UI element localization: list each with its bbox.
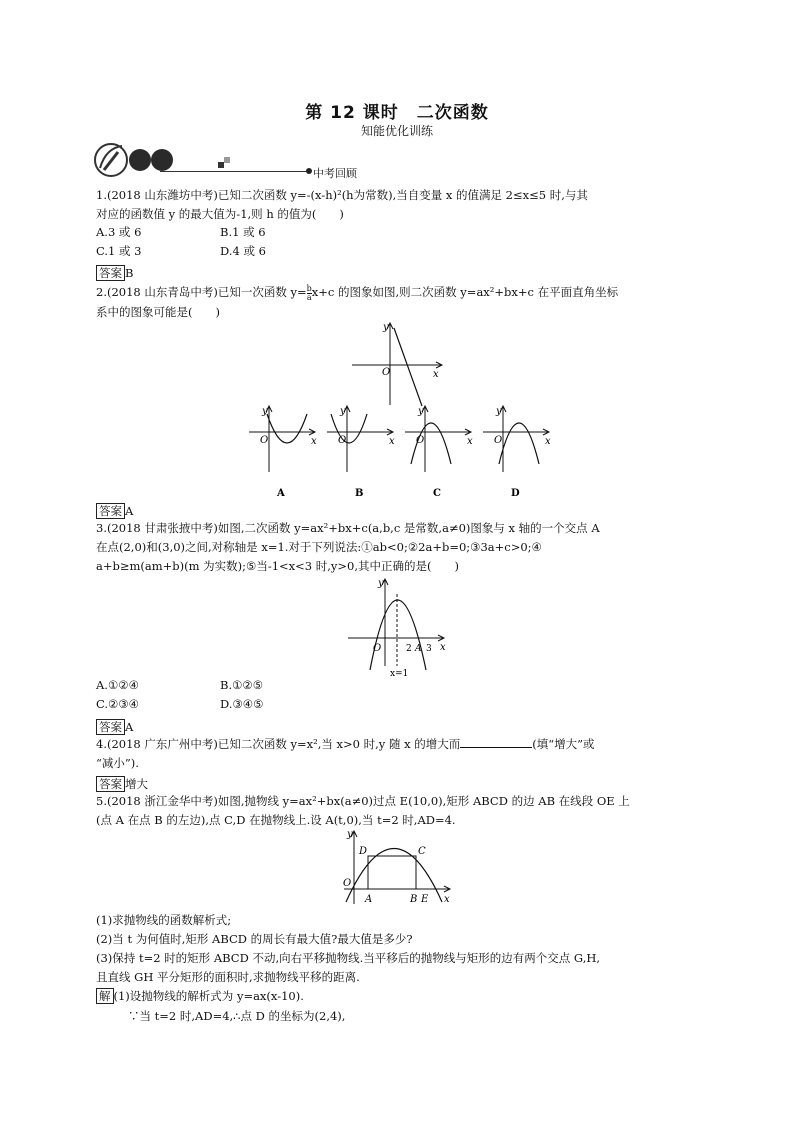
y-label: y [347, 829, 353, 840]
rectangle-abcd [368, 856, 416, 889]
q5-part3-line2: 且直线 GH 平分矩形的面积时,求抛物线平移的距离. [96, 970, 360, 984]
y-label: y [262, 406, 268, 417]
symmetry-axis-label: x=1 [390, 669, 409, 679]
q2-linear-graph [350, 320, 450, 410]
origin-label: O [382, 367, 391, 378]
answer-label: 答案 [96, 265, 125, 281]
parabola-b [331, 414, 367, 443]
linear-function-line [394, 328, 422, 406]
answer-label: 答案 [96, 776, 125, 792]
section-decoration-icon [92, 140, 242, 180]
x-label: x [433, 369, 439, 380]
solution-text: (1)设抛物线的解析式为 y=ax(x-10). [113, 989, 304, 1003]
origin-label: O [343, 878, 352, 889]
parabola [370, 600, 426, 670]
q5-solution-line2: ∵当 t=2 时,AD=4,∴点 D 的坐标为(2,4), [128, 1009, 346, 1023]
q1-stem-line1: 1.(2018 山东潍坊中考)已知二次函数 y=-(x-h)²(h为常数),当自变量 x 的值满足 2≤x≤5 时,与其 [96, 188, 588, 202]
section-bullet-icon [306, 168, 312, 174]
x-label: x [444, 894, 450, 905]
q1-option-d: D.4 或 6 [220, 244, 266, 258]
answer-value: A [125, 504, 134, 518]
y-label: y [378, 578, 384, 589]
section-title: 中考回顾 [313, 167, 357, 180]
choice-a-graph [249, 406, 317, 499]
answer-value: B [125, 266, 134, 280]
q4-answer [96, 773, 148, 792]
point-a-label: A [365, 894, 373, 905]
q5-part1: (1)求抛物线的函数解析式; [96, 913, 232, 927]
fill-in-blank [460, 736, 532, 748]
fraction-denominator: a [306, 292, 312, 302]
q5-solution-line1 [96, 988, 304, 1004]
choice-b-graph [327, 406, 395, 499]
point-c-label: C [418, 846, 426, 857]
choice-d-label: D [511, 488, 520, 499]
q3-stem-line2: 在点(2,0)和(3,0)之间,对称轴是 x=1.对于下列说法:①ab<0;②2a+b=0;③3a+c>0;④ [96, 540, 542, 554]
choice-c-graph [405, 406, 473, 499]
tick-3-label: 3 [426, 644, 432, 654]
q3-stem-line1: 3.(2018 甘肃张掖中考)如图,二次函数 y=ax²+bx+c(a,b,c 是常数,a≠0)图象与 x 轴的一个交点 A [96, 521, 600, 535]
point-d-label: D [359, 846, 368, 857]
q2-choice-graphs [245, 402, 555, 502]
tick-2-label: 2 [406, 644, 412, 654]
page-subtitle: 知能优化训练 [360, 124, 433, 138]
q4-stem-line1 [96, 735, 706, 754]
q4-stem-part1: 4.(2018 广东广州中考)已知二次函数 y=x²,当 x>0 时,y 随 x 的增大而 [96, 737, 461, 751]
answer-value: 增大 [125, 777, 148, 791]
q3-option-d: D.③④⑤ [220, 697, 264, 711]
q4-stem-part2: (填“增大”或 [532, 737, 595, 751]
q3-option-b: B.①②⑤ [220, 678, 264, 692]
x-label: x [440, 642, 446, 653]
q2-stem-line1 [96, 283, 706, 302]
q5-part2: (2)当 t 为何值时,矩形 ABCD 的周长有最大值?最大值是多少? [96, 932, 413, 946]
parabola-d [499, 423, 539, 464]
q3-answer [96, 716, 133, 735]
origin-label: O [338, 435, 347, 446]
q1-option-c: C.1 或 3 [96, 244, 142, 258]
page-title: 第 12 课时 二次函数 [305, 103, 489, 123]
q1-stem-line2: 对应的函数值 y 的最大值为-1,则 h 的值为( ) [96, 207, 344, 221]
q1-option-b: B.1 或 6 [220, 225, 266, 239]
q3-option-a: A.①②④ [96, 678, 139, 692]
q5-stem-line1: 5.(2018 浙江金华中考)如图,抛物线 y=ax²+bx(a≠0)过点 E(10,0),矩形 ABCD 的边 AB 在线段 OE 上 [96, 794, 630, 808]
q5-stem-line2: (点 A 在点 B 的左边),点 C,D 在抛物线上.设 A(t,0),当 t=2 时,AD=4. [96, 813, 456, 827]
q5-figure [336, 828, 456, 908]
x-label: x [389, 436, 395, 447]
q3-figure [340, 574, 450, 680]
q2-stem-line2: 系中的图象可能是( ) [96, 305, 220, 319]
choice-b-label: B [355, 488, 364, 499]
y-label: y [340, 406, 346, 417]
solution-label: 解 [96, 988, 114, 1004]
point-b-label: B [410, 894, 418, 905]
q3-option-c: C.②③④ [96, 697, 139, 711]
q2-stem-part1: 2.(2018 山东青岛中考)已知一次函数 y= [96, 285, 307, 299]
q2-answer [96, 500, 133, 519]
answer-label: 答案 [96, 719, 125, 735]
point-a-label: A [415, 644, 422, 654]
origin-label: O [260, 435, 269, 446]
origin-label: O [416, 435, 425, 446]
fraction-numerator: b [306, 283, 312, 293]
y-label: y [418, 406, 424, 417]
choice-d-graph [483, 406, 551, 499]
y-label: y [383, 322, 389, 333]
answer-label: 答案 [96, 503, 125, 519]
parabola-a [267, 414, 307, 443]
x-label: x [311, 436, 317, 447]
section-divider [160, 171, 310, 172]
q5-part3-line1: (3)保持 t=2 时的矩形 ABCD 不动,向右平移抛物线.当平移后的抛物线与矩形的边有两个交点 G,H, [96, 951, 601, 965]
q1-answer [96, 262, 133, 281]
answer-value: A [125, 720, 134, 734]
q4-stem-line2: “减小”). [96, 756, 139, 770]
q3-stem-line3: a+b≥m(am+b)(m 为实数);⑤当-1<x<3 时,y>0,其中正确的是( ) [96, 559, 460, 573]
point-e-label: E [421, 894, 429, 905]
origin-label: O [494, 435, 503, 446]
choice-a-label: A [277, 488, 285, 499]
q2-stem-part2: x+c 的图象如图,则二次函数 y=ax²+bx+c 在平面直角坐标 [311, 285, 619, 299]
y-label: y [496, 406, 502, 417]
origin-label: O [373, 643, 382, 654]
x-label: x [467, 436, 473, 447]
choice-c-label: C [433, 488, 441, 499]
x-label: x [545, 436, 551, 447]
q1-option-a: A.3 或 6 [96, 225, 142, 239]
